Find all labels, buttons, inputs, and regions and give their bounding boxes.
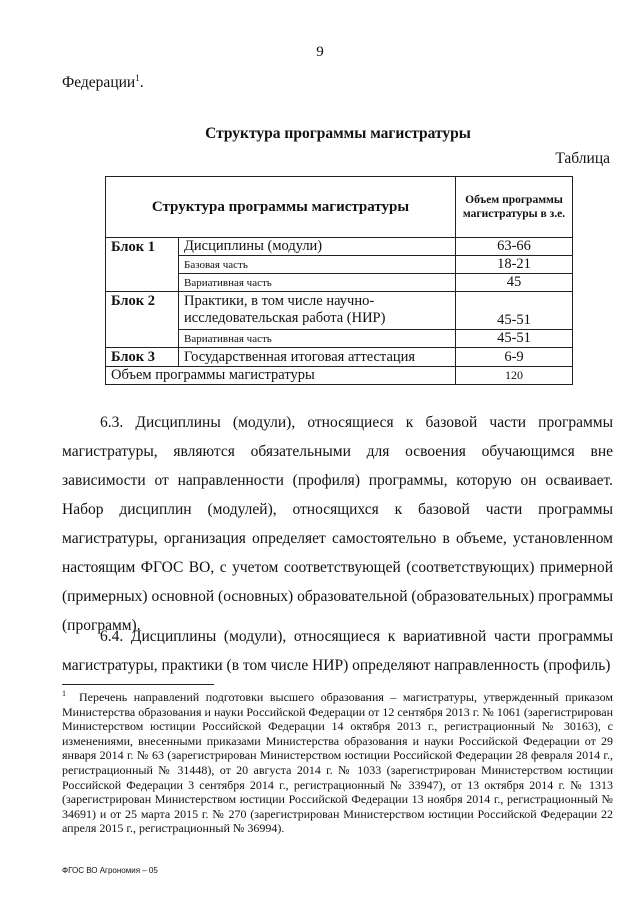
table-row (106, 292, 573, 330)
block-label: Блок 1 (106, 238, 179, 292)
program-structure-table (105, 176, 573, 385)
table-total-row (106, 367, 573, 385)
total-value: 120 (456, 367, 573, 385)
continued-text (62, 73, 144, 92)
block-label: Блок 2 (106, 292, 179, 348)
paragraph-text: 6.3. Дисциплины (модули), относящиеся к базовой части программы магистратуры, являются обязательными для освоения обучающимся вне зависимости от направленности (профиля) программы, которую он осваивает. Набор дисциплин (модулей), относящихся к базовой части программы магистратуры, организация определяет самостоятельно в объеме, установленном настоящим ФГОС ВО, с учетом соответствующей (соответствующих) примерной (примерных) основной (основных) образовательной (образовательных) программы (программ). (62, 414, 613, 634)
table-header-row (106, 177, 573, 238)
paragraph-text: 6.4. Дисциплины (модули), относящиеся к вариативной части программы магистратуры, практики (в том числе НИР) определяют направленность (профиль) (62, 628, 613, 674)
row-value: 6-9 (456, 348, 573, 367)
row-name: Вариативная часть (179, 330, 456, 348)
continued-word: Федерации (62, 74, 136, 92)
table-caption: Таблица (555, 150, 610, 167)
footnote-text: Перечень направлений подготовки высшего образования – магистратуры, утвержденный приказом Министерства образования и науки Российской Федерации от 12 сентября 2013 г. № 1061 (зарегистрирован Министерством юстиции Российской Федерации 14 октября 2013 г., регистрационный № 30163), с изменениями, внесенными приказами Министерства образования и науки Российской Федерации от 29 января 2014 г. № 63 (зарегистрирован Министерством юстиции Российской Федерации 28 февраля 2014 г., регистрационный № 31448), от 20 августа 2014 г. № 1033 (зарегистрирован Министерством юстиции Российской Федерации 3 сентября 2014 г., регистрационный № 33947), от 13 октября 2014 г. № 1313 (зарегистрирован Министерством юстиции Российской Федерации 13 ноября 2014 г., регистрационный № 34691) и от 25 марта 2015 г. № 270 (зарегистрирован Министерством юстиции Российской Федерации 22 апреля 2015 г., регистрационный № 36994). (62, 690, 614, 836)
paragraph-6-4 (62, 622, 613, 680)
block-label: Блок 3 (106, 348, 179, 367)
row-name: Дисциплины (модули) (179, 238, 456, 256)
continued-period: . (139, 74, 144, 92)
row-value: 18-21 (456, 256, 573, 274)
document-footer: ФГОС ВО Агрономия – 05 (62, 866, 158, 875)
header-structure: Структура программы магистратуры (106, 177, 456, 238)
row-name: Базовая часть (179, 256, 456, 274)
table-row (106, 238, 573, 256)
footnote (62, 687, 613, 836)
paragraph-6-3 (62, 408, 613, 640)
footnote-divider (62, 684, 214, 685)
header-volume: Объем программы магистратуры в з.е. (456, 177, 573, 238)
page-number: 9 (316, 44, 324, 60)
row-value: 45-51 (456, 292, 573, 330)
row-value: 45-51 (456, 330, 573, 348)
footnote-mark: 1 (62, 689, 66, 698)
row-name: Государственная итоговая аттестация (179, 348, 456, 367)
row-value: 63-66 (456, 238, 573, 256)
total-label: Объем программы магистратуры (106, 367, 456, 385)
section-title: Структура программы магистратуры (205, 125, 471, 142)
row-name: Вариативная часть (179, 274, 456, 292)
row-value: 45 (456, 274, 573, 292)
footnote-ref: 1 (135, 73, 140, 83)
row-name: Практики, в том числе научно-исследовательская работа (НИР) (179, 292, 456, 330)
table-row (106, 348, 573, 367)
